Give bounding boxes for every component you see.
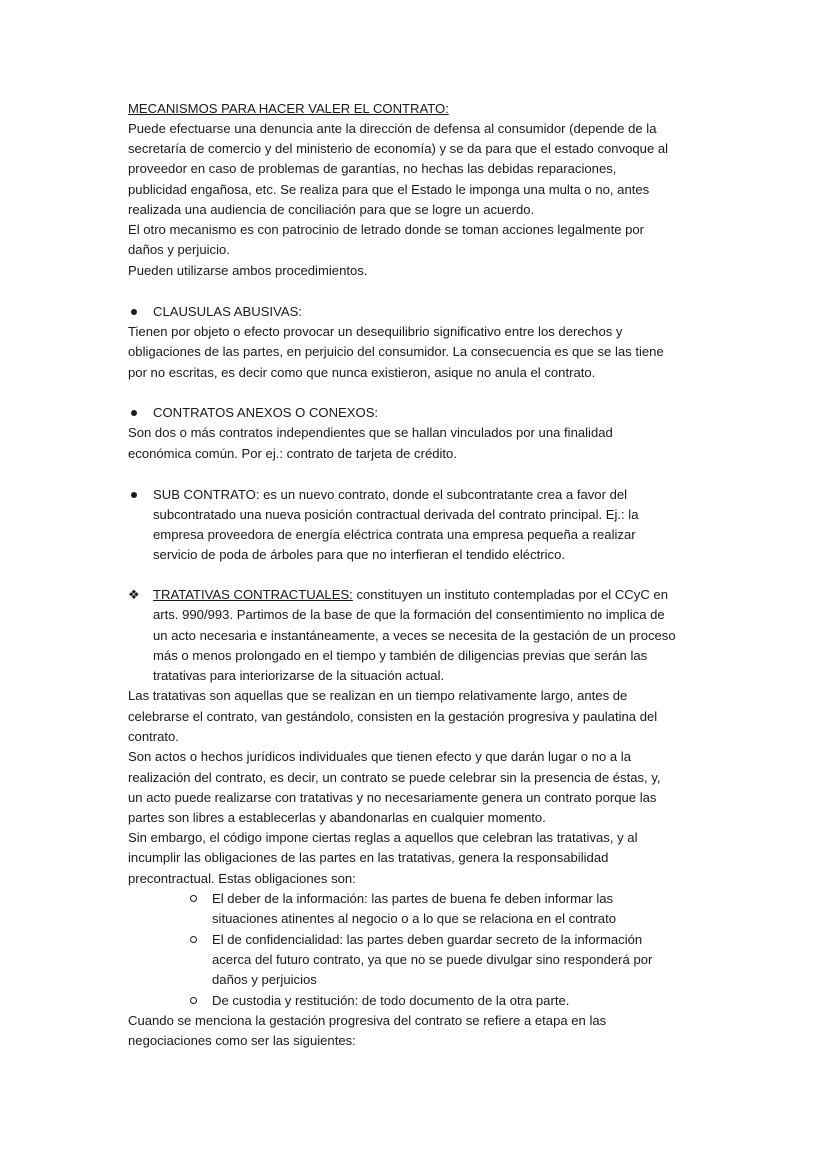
paragraph-line: por no escritas, es decir como que nunca existieron, asique no anula el contrato.	[128, 365, 596, 380]
paragraph-line: tratativas para interiorizarse de la situación actual.	[153, 668, 445, 683]
paragraph-line: celebrarse el contrato, van gestándolo, consisten en la gestación progresiva y paulatina del	[128, 709, 658, 724]
paragraph-line: arts. 990/993. Partimos de la base de que la formación del consentimiento no implica de	[153, 607, 665, 622]
paragraph-line: Son dos o más contratos independientes que se hallan vinculados por una finalidad	[128, 425, 613, 440]
list-item: El de confidencialidad: las partes deben guardar secreto de la información	[212, 932, 643, 947]
paragraph-line: servicio de poda de árboles para que no interfieran el tendido eléctrico.	[153, 547, 565, 562]
paragraph-line: proveedor en caso de problemas de garantías, no hechas las debidas reparaciones,	[128, 161, 617, 176]
paragraph-line: Son actos o hechos jurídicos individuales que tienen efecto y que darán lugar o no a la	[128, 749, 631, 764]
bullet-dot-icon	[131, 492, 137, 498]
list-item: acerca del futuro contrato, ya que no se puede divulgar sino responderá por	[212, 952, 653, 967]
bullet-dot-icon	[131, 309, 137, 315]
list-item: situaciones atinentes al negocio o a lo que se relaciona en el contrato	[212, 911, 616, 926]
paragraph-line: un acto necesaria e instantáneamente, a veces se necesita de la gestación de un proceso	[153, 628, 676, 643]
paragraph-line: partes son libres a establecerlas y abandonarlas en cualquier momento.	[128, 810, 546, 825]
heading-anexos: CONTRATOS ANEXOS O CONEXOS:	[153, 405, 379, 420]
paragraph-line: realización del contrato, es decir, un contrato se puede celebrar sin la presencia de éstas, y,	[128, 770, 661, 785]
paragraph-line: incumplir las obligaciones de las partes en las tratativas, genera la responsabilidad	[128, 850, 609, 865]
paragraph-line: daños y perjuicio.	[128, 242, 230, 257]
diamond-bullet-icon: ❖	[128, 587, 140, 602]
list-item: El deber de la información: las partes de buena fe deben informar las	[212, 891, 614, 906]
paragraph-line: económica común. Por ej.: contrato de tarjeta de crédito.	[128, 446, 457, 461]
paragraph-line: más o menos prolongado en el tiempo y también de diligencias previas que serán las	[153, 648, 648, 663]
paragraph-line: Puede efectuarse una denuncia ante la dirección de defensa al consumidor (depende de la	[128, 121, 657, 136]
tratativas-first-rest: constituyen un instituto contempladas por el CCyC en	[352, 587, 668, 602]
paragraph-line: Sin embargo, el código impone ciertas reglas a aquellos que celebran las tratativas, y al	[128, 830, 638, 845]
heading-mecanismos: MECANISMOS PARA HACER VALER EL CONTRATO:	[128, 101, 449, 116]
paragraph-line: El otro mecanismo es con patrocinio de letrado donde se toman acciones legalmente por	[128, 222, 645, 237]
tratativas-first-line	[153, 585, 668, 605]
paragraph-line: negociaciones como ser las siguientes:	[128, 1033, 356, 1048]
paragraph-line: Pueden utilizarse ambos procedimientos.	[128, 263, 368, 278]
paragraph-line: precontractual. Estas obligaciones son:	[128, 871, 356, 886]
paragraph-line: Cuando se menciona la gestación progresiva del contrato se refiere a etapa en las	[128, 1013, 607, 1028]
paragraph-line: SUB CONTRATO: es un nuevo contrato, donde el subcontratante crea a favor del	[153, 487, 628, 502]
paragraph-line: un acto puede realizarse con tratativas y no necesariamente genera un contrato porque las	[128, 790, 657, 805]
heading-tratativas: TRATATIVAS CONTRACTUALES:	[153, 587, 353, 602]
paragraph-line: publicidad engañosa, etc. Se realiza para que el Estado le imponga una multa o no, antes	[128, 182, 650, 197]
paragraph-line: Tienen por objeto o efecto provocar un desequilibrio significativo entre los derechos y	[128, 324, 623, 339]
paragraph-line: secretaría de comercio y del ministerio de economía) y se da para que el estado convoque al	[128, 141, 669, 156]
paragraph-line: realizada una audiencia de conciliación para que se logre un acuerdo.	[128, 202, 535, 217]
bullet-dot-icon	[131, 410, 137, 416]
circle-bullet-icon	[190, 895, 197, 902]
list-item: daños y perjuicios	[212, 972, 317, 987]
paragraph-line: contrato.	[128, 729, 179, 744]
heading-clausulas: CLAUSULAS ABUSIVAS:	[153, 304, 302, 319]
paragraph-line: empresa proveedora de energía eléctrica contrata una empresa pequeña a realizar	[153, 527, 636, 542]
circle-bullet-icon	[190, 936, 197, 943]
paragraph-line: obligaciones de las partes, en perjuicio del consumidor. La consecuencia es que se las tiene	[128, 344, 664, 359]
circle-bullet-icon	[190, 997, 197, 1004]
paragraph-line: subcontratado una nueva posición contractual derivada del contrato principal. Ej.: la	[153, 507, 639, 522]
list-item: De custodia y restitución: de todo documento de la otra parte.	[212, 993, 570, 1008]
paragraph-line: Las tratativas son aquellas que se realizan en un tiempo relativamente largo, antes de	[128, 688, 628, 703]
